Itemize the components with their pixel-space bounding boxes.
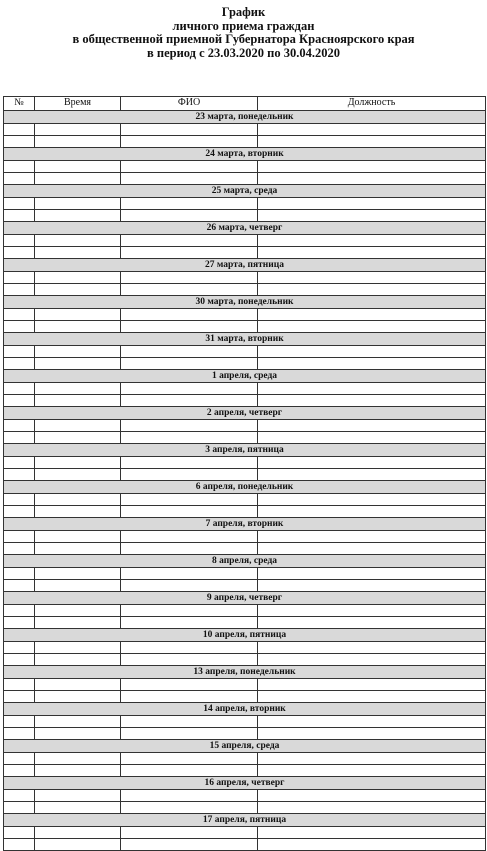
time-cell bbox=[35, 321, 121, 333]
name-cell bbox=[121, 605, 258, 617]
day-header-label: 9 апреля, четверг bbox=[4, 592, 486, 605]
table-row bbox=[4, 753, 486, 765]
position-cell bbox=[258, 321, 486, 333]
time-cell bbox=[35, 457, 121, 469]
day-header-label: 26 марта, четверг bbox=[4, 222, 486, 235]
time-cell bbox=[35, 395, 121, 407]
column-header-position: Должность bbox=[258, 97, 486, 111]
day-header-row bbox=[4, 592, 486, 605]
name-cell bbox=[121, 272, 258, 284]
table-row bbox=[4, 506, 486, 518]
table-row bbox=[4, 827, 486, 839]
number-cell bbox=[4, 420, 35, 432]
position-cell bbox=[258, 802, 486, 814]
time-cell bbox=[35, 358, 121, 370]
name-cell bbox=[121, 457, 258, 469]
position-cell bbox=[258, 309, 486, 321]
day-header-row bbox=[4, 666, 486, 679]
number-cell bbox=[4, 728, 35, 740]
day-header-row bbox=[4, 703, 486, 716]
time-cell bbox=[35, 765, 121, 777]
name-cell bbox=[121, 383, 258, 395]
number-cell bbox=[4, 568, 35, 580]
position-cell bbox=[258, 272, 486, 284]
document-header bbox=[0, 6, 487, 60]
name-cell bbox=[121, 790, 258, 802]
number-cell bbox=[4, 802, 35, 814]
number-cell bbox=[4, 506, 35, 518]
name-cell bbox=[121, 346, 258, 358]
name-cell bbox=[121, 309, 258, 321]
position-cell bbox=[258, 605, 486, 617]
document-title: График bbox=[221, 5, 266, 19]
table-row bbox=[4, 309, 486, 321]
day-header-label: 15 апреля, среда bbox=[4, 740, 486, 753]
position-cell bbox=[258, 457, 486, 469]
time-cell bbox=[35, 605, 121, 617]
day-header-label: 25 марта, среда bbox=[4, 185, 486, 198]
name-cell bbox=[121, 469, 258, 481]
table-row bbox=[4, 124, 486, 136]
time-cell bbox=[35, 494, 121, 506]
table-row bbox=[4, 802, 486, 814]
number-cell bbox=[4, 580, 35, 592]
position-cell bbox=[258, 284, 486, 296]
number-cell bbox=[4, 272, 35, 284]
name-cell bbox=[121, 765, 258, 777]
table-row bbox=[4, 716, 486, 728]
number-cell bbox=[4, 469, 35, 481]
table-row bbox=[4, 765, 486, 777]
time-cell bbox=[35, 691, 121, 703]
number-cell bbox=[4, 765, 35, 777]
document-subtitle: личного приема граждан bbox=[172, 18, 315, 33]
position-cell bbox=[258, 395, 486, 407]
day-header-label: 1 апреля, среда bbox=[4, 370, 486, 383]
position-cell bbox=[258, 617, 486, 629]
table-row bbox=[4, 494, 486, 506]
position-cell bbox=[258, 827, 486, 839]
day-header-label: 6 апреля, понедельник bbox=[4, 481, 486, 494]
number-cell bbox=[4, 617, 35, 629]
position-cell bbox=[258, 346, 486, 358]
name-cell bbox=[121, 802, 258, 814]
name-cell bbox=[121, 839, 258, 851]
table-row bbox=[4, 432, 486, 444]
name-cell bbox=[121, 543, 258, 555]
table-header-row bbox=[4, 97, 486, 111]
number-cell bbox=[4, 642, 35, 654]
time-cell bbox=[35, 469, 121, 481]
name-cell bbox=[121, 136, 258, 148]
table-row bbox=[4, 161, 486, 173]
day-header-row bbox=[4, 296, 486, 309]
name-cell bbox=[121, 753, 258, 765]
table-row bbox=[4, 568, 486, 580]
number-cell bbox=[4, 827, 35, 839]
table-row bbox=[4, 383, 486, 395]
position-cell bbox=[258, 506, 486, 518]
table-row bbox=[4, 346, 486, 358]
position-cell bbox=[258, 642, 486, 654]
time-cell bbox=[35, 753, 121, 765]
number-cell bbox=[4, 247, 35, 259]
table-row bbox=[4, 642, 486, 654]
number-cell bbox=[4, 457, 35, 469]
time-cell bbox=[35, 346, 121, 358]
time-cell bbox=[35, 617, 121, 629]
schedule-table bbox=[3, 96, 486, 851]
number-cell bbox=[4, 136, 35, 148]
position-cell bbox=[258, 839, 486, 851]
number-cell bbox=[4, 358, 35, 370]
number-cell bbox=[4, 395, 35, 407]
day-header-label: 10 апреля, пятница bbox=[4, 629, 486, 642]
table-row bbox=[4, 173, 486, 185]
name-cell bbox=[121, 654, 258, 666]
day-header-label: 16 апреля, четверг bbox=[4, 777, 486, 790]
table-row bbox=[4, 580, 486, 592]
time-cell bbox=[35, 161, 121, 173]
day-header-label: 30 марта, понедельник bbox=[4, 296, 486, 309]
name-cell bbox=[121, 420, 258, 432]
name-cell bbox=[121, 198, 258, 210]
day-header-row bbox=[4, 555, 486, 568]
number-cell bbox=[4, 790, 35, 802]
day-header-label: 7 апреля, вторник bbox=[4, 518, 486, 531]
name-cell bbox=[121, 284, 258, 296]
day-header-row bbox=[4, 185, 486, 198]
number-cell bbox=[4, 543, 35, 555]
day-header-label: 13 апреля, понедельник bbox=[4, 666, 486, 679]
number-cell bbox=[4, 309, 35, 321]
name-cell bbox=[121, 161, 258, 173]
position-cell bbox=[258, 691, 486, 703]
name-cell bbox=[121, 679, 258, 691]
position-cell bbox=[258, 543, 486, 555]
number-cell bbox=[4, 679, 35, 691]
table-row bbox=[4, 272, 486, 284]
time-cell bbox=[35, 432, 121, 444]
number-cell bbox=[4, 494, 35, 506]
time-cell bbox=[35, 642, 121, 654]
position-cell bbox=[258, 568, 486, 580]
position-cell bbox=[258, 531, 486, 543]
position-cell bbox=[258, 358, 486, 370]
day-header-label: 23 марта, понедельник bbox=[4, 111, 486, 124]
position-cell bbox=[258, 679, 486, 691]
column-header-time: Время bbox=[35, 97, 121, 111]
table-row bbox=[4, 728, 486, 740]
number-cell bbox=[4, 654, 35, 666]
day-header-row bbox=[4, 740, 486, 753]
day-header-row bbox=[4, 148, 486, 161]
document-subtitle-place: в общественной приемной Губернатора Красноярского края bbox=[72, 32, 415, 46]
position-cell bbox=[258, 235, 486, 247]
day-header-row bbox=[4, 111, 486, 124]
name-cell bbox=[121, 642, 258, 654]
time-cell bbox=[35, 235, 121, 247]
table-row bbox=[4, 543, 486, 555]
number-cell bbox=[4, 124, 35, 136]
day-header-row bbox=[4, 444, 486, 457]
position-cell bbox=[258, 210, 486, 222]
table-row bbox=[4, 284, 486, 296]
table-row bbox=[4, 420, 486, 432]
position-cell bbox=[258, 136, 486, 148]
table-row bbox=[4, 469, 486, 481]
position-cell bbox=[258, 654, 486, 666]
time-cell bbox=[35, 506, 121, 518]
table-row bbox=[4, 679, 486, 691]
name-cell bbox=[121, 506, 258, 518]
position-cell bbox=[258, 173, 486, 185]
number-cell bbox=[4, 161, 35, 173]
position-cell bbox=[258, 790, 486, 802]
number-cell bbox=[4, 198, 35, 210]
day-header-label: 27 марта, пятница bbox=[4, 259, 486, 272]
name-cell bbox=[121, 235, 258, 247]
position-cell bbox=[258, 420, 486, 432]
document-period: в период с 23.03.2020 по 30.04.2020 bbox=[147, 45, 340, 60]
time-cell bbox=[35, 383, 121, 395]
time-cell bbox=[35, 198, 121, 210]
name-cell bbox=[121, 716, 258, 728]
table-row bbox=[4, 457, 486, 469]
number-cell bbox=[4, 839, 35, 851]
day-header-label: 2 апреля, четверг bbox=[4, 407, 486, 420]
day-header-label: 17 апреля, пятница bbox=[4, 814, 486, 827]
table-row bbox=[4, 198, 486, 210]
name-cell bbox=[121, 580, 258, 592]
time-cell bbox=[35, 827, 121, 839]
name-cell bbox=[121, 568, 258, 580]
name-cell bbox=[121, 210, 258, 222]
time-cell bbox=[35, 802, 121, 814]
day-header-row bbox=[4, 518, 486, 531]
name-cell bbox=[121, 531, 258, 543]
number-cell bbox=[4, 432, 35, 444]
number-cell bbox=[4, 531, 35, 543]
day-header-row bbox=[4, 481, 486, 494]
day-header-row bbox=[4, 407, 486, 420]
time-cell bbox=[35, 568, 121, 580]
time-cell bbox=[35, 210, 121, 222]
time-cell bbox=[35, 173, 121, 185]
name-cell bbox=[121, 728, 258, 740]
day-header-label: 24 марта, вторник bbox=[4, 148, 486, 161]
time-cell bbox=[35, 247, 121, 259]
time-cell bbox=[35, 284, 121, 296]
name-cell bbox=[121, 173, 258, 185]
table-row bbox=[4, 210, 486, 222]
day-header-label: 31 марта, вторник bbox=[4, 333, 486, 346]
day-header-row bbox=[4, 370, 486, 383]
table-row bbox=[4, 531, 486, 543]
table-row bbox=[4, 605, 486, 617]
name-cell bbox=[121, 827, 258, 839]
position-cell bbox=[258, 383, 486, 395]
position-cell bbox=[258, 580, 486, 592]
table-row bbox=[4, 617, 486, 629]
number-cell bbox=[4, 716, 35, 728]
position-cell bbox=[258, 432, 486, 444]
time-cell bbox=[35, 531, 121, 543]
table-row bbox=[4, 395, 486, 407]
name-cell bbox=[121, 691, 258, 703]
position-cell bbox=[258, 469, 486, 481]
schedule-body bbox=[4, 111, 486, 851]
time-cell bbox=[35, 272, 121, 284]
table-row bbox=[4, 691, 486, 703]
table-row bbox=[4, 235, 486, 247]
time-cell bbox=[35, 728, 121, 740]
position-cell bbox=[258, 161, 486, 173]
number-cell bbox=[4, 235, 35, 247]
day-header-row bbox=[4, 222, 486, 235]
number-cell bbox=[4, 173, 35, 185]
number-cell bbox=[4, 321, 35, 333]
time-cell bbox=[35, 716, 121, 728]
table-row bbox=[4, 136, 486, 148]
position-cell bbox=[258, 494, 486, 506]
position-cell bbox=[258, 124, 486, 136]
day-header-row bbox=[4, 629, 486, 642]
name-cell bbox=[121, 617, 258, 629]
day-header-label: 3 апреля, пятница bbox=[4, 444, 486, 457]
position-cell bbox=[258, 765, 486, 777]
time-cell bbox=[35, 580, 121, 592]
time-cell bbox=[35, 124, 121, 136]
day-header-label: 14 апреля, вторник bbox=[4, 703, 486, 716]
table-row bbox=[4, 839, 486, 851]
day-header-row bbox=[4, 814, 486, 827]
number-cell bbox=[4, 605, 35, 617]
name-cell bbox=[121, 432, 258, 444]
time-cell bbox=[35, 839, 121, 851]
name-cell bbox=[121, 321, 258, 333]
number-cell bbox=[4, 284, 35, 296]
time-cell bbox=[35, 543, 121, 555]
day-header-row bbox=[4, 333, 486, 346]
position-cell bbox=[258, 753, 486, 765]
name-cell bbox=[121, 494, 258, 506]
time-cell bbox=[35, 136, 121, 148]
day-header-row bbox=[4, 777, 486, 790]
table-row bbox=[4, 654, 486, 666]
number-cell bbox=[4, 383, 35, 395]
position-cell bbox=[258, 728, 486, 740]
position-cell bbox=[258, 247, 486, 259]
name-cell bbox=[121, 124, 258, 136]
name-cell bbox=[121, 395, 258, 407]
name-cell bbox=[121, 247, 258, 259]
table-row bbox=[4, 358, 486, 370]
column-header-number: № bbox=[4, 97, 35, 111]
number-cell bbox=[4, 691, 35, 703]
number-cell bbox=[4, 210, 35, 222]
time-cell bbox=[35, 309, 121, 321]
table-row bbox=[4, 247, 486, 259]
table-row bbox=[4, 321, 486, 333]
time-cell bbox=[35, 679, 121, 691]
time-cell bbox=[35, 790, 121, 802]
column-header-name: ФИО bbox=[121, 97, 258, 111]
number-cell bbox=[4, 753, 35, 765]
time-cell bbox=[35, 654, 121, 666]
day-header-label: 8 апреля, среда bbox=[4, 555, 486, 568]
number-cell bbox=[4, 346, 35, 358]
time-cell bbox=[35, 420, 121, 432]
position-cell bbox=[258, 716, 486, 728]
day-header-row bbox=[4, 259, 486, 272]
name-cell bbox=[121, 358, 258, 370]
table-row bbox=[4, 790, 486, 802]
position-cell bbox=[258, 198, 486, 210]
